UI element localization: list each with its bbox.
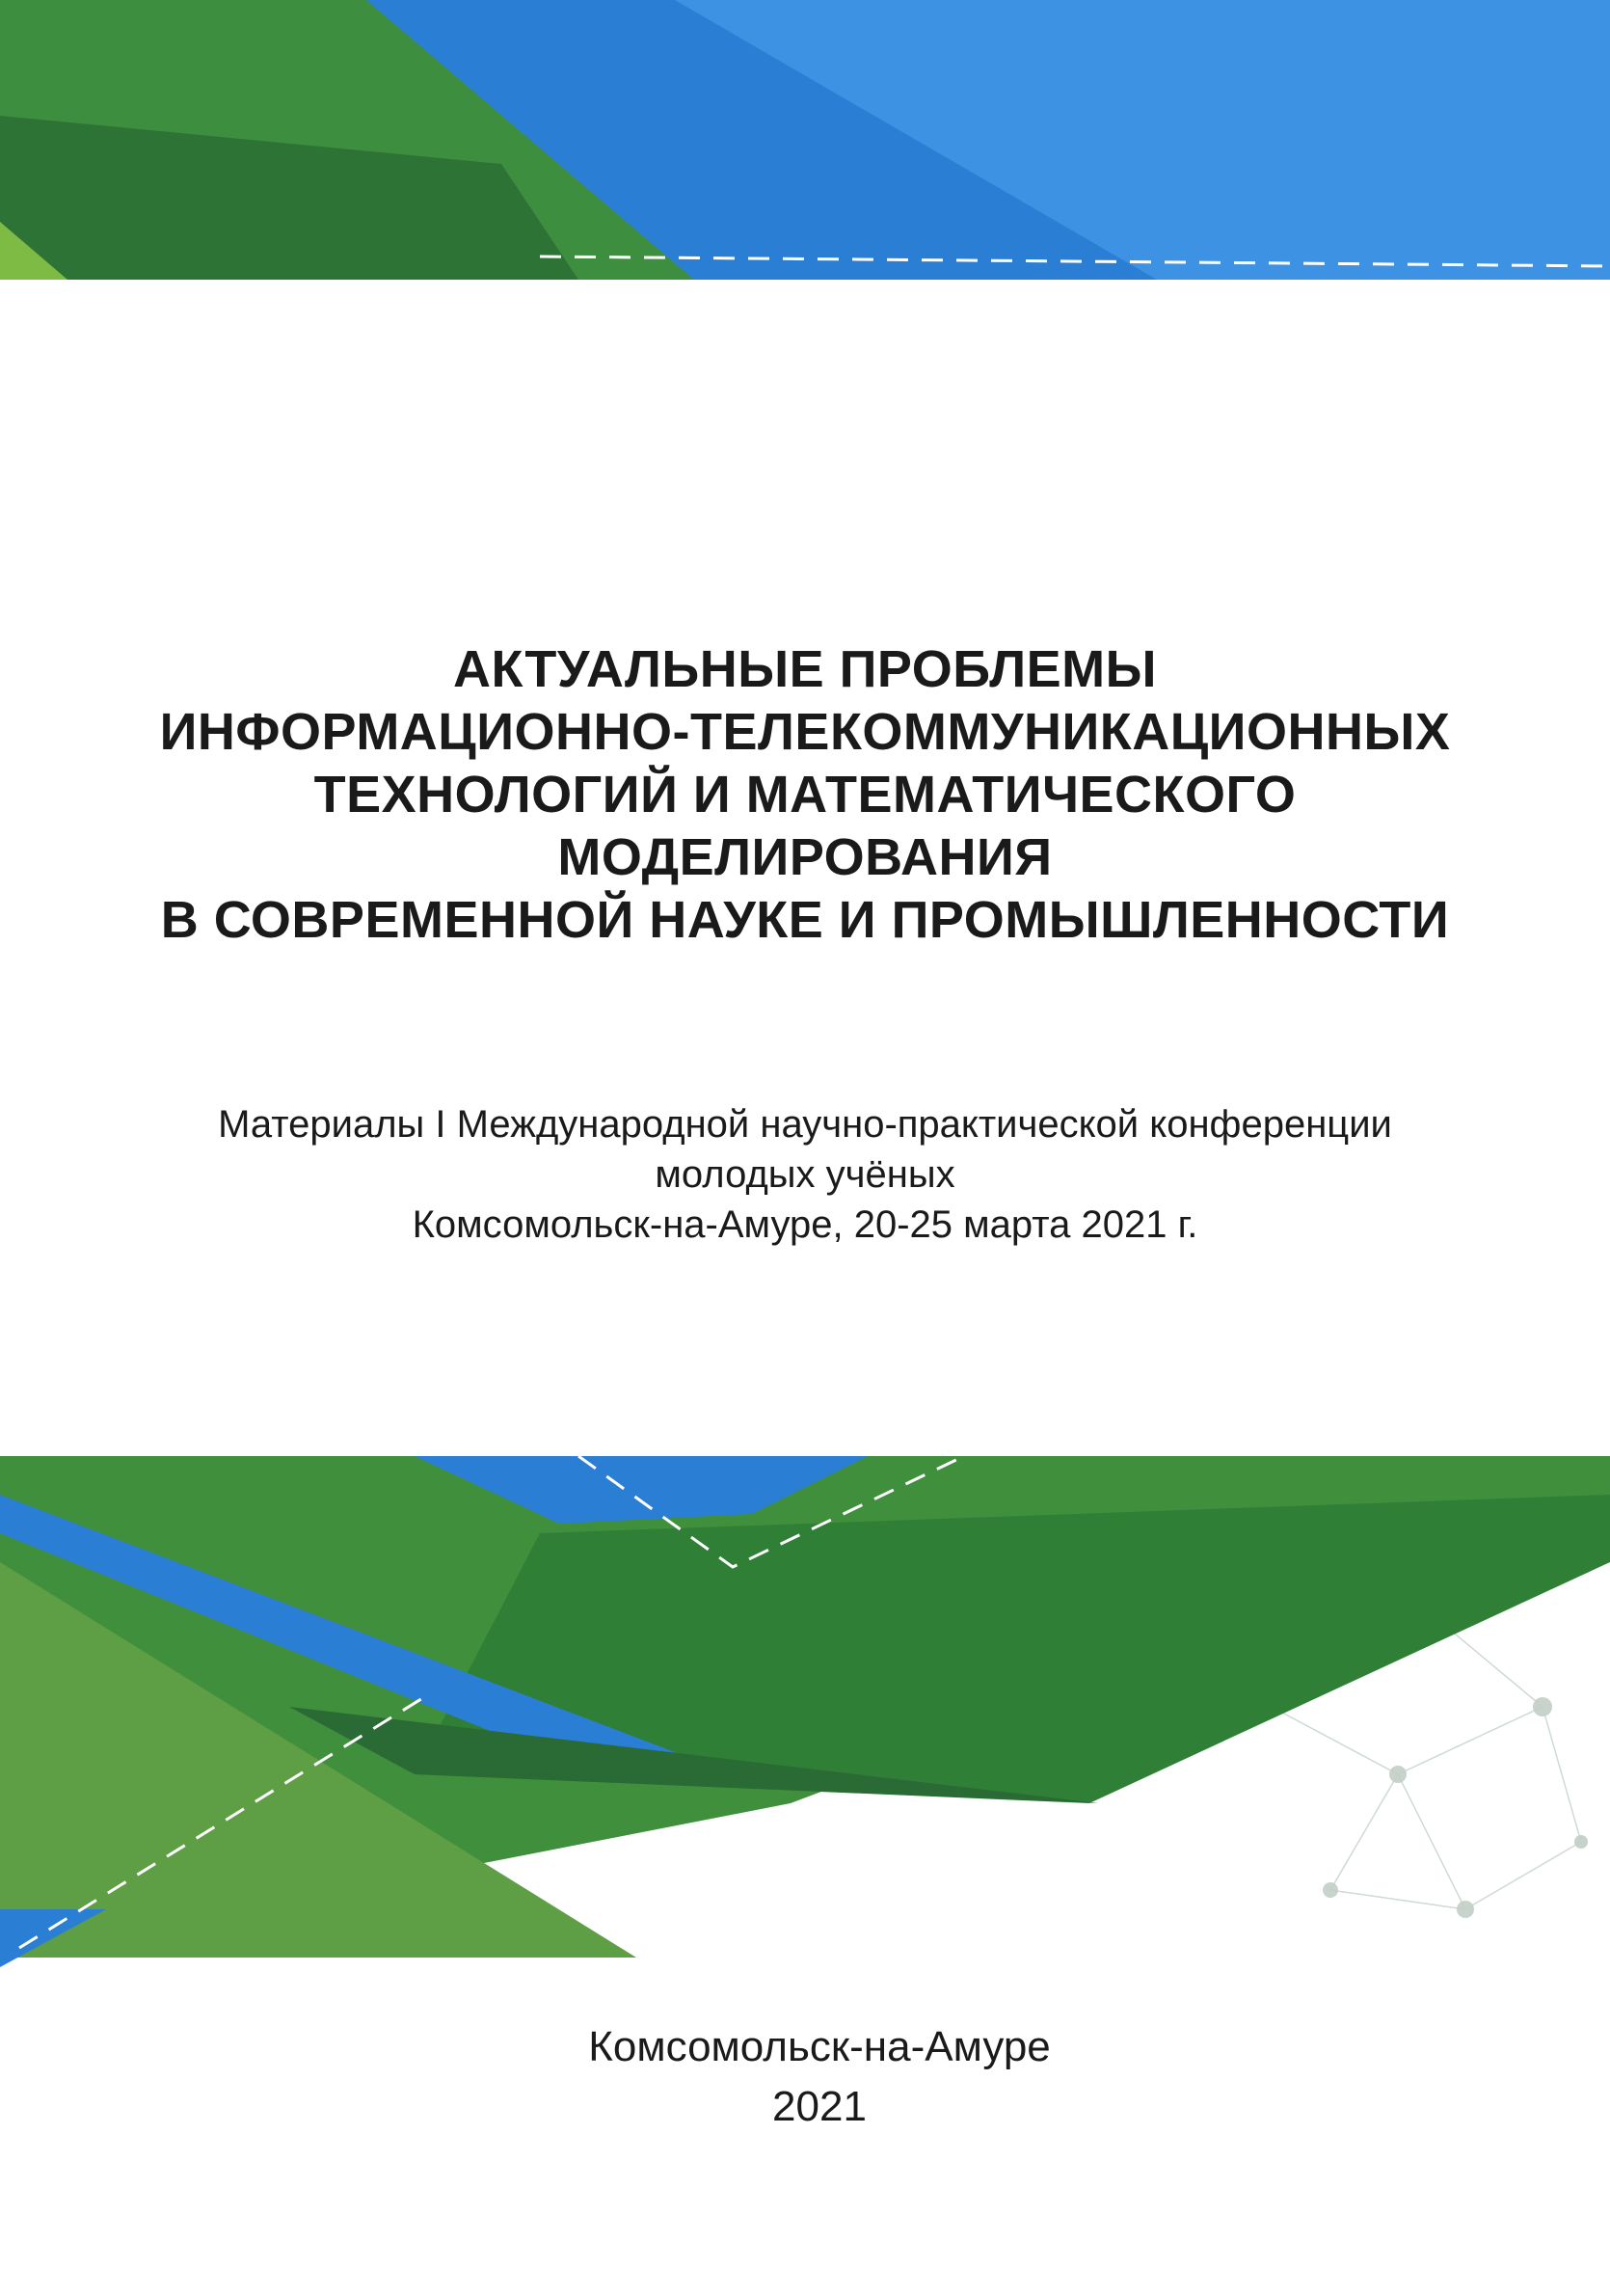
- imprint: [0, 2017, 1610, 2137]
- book-subtitle: [0, 1099, 1610, 1250]
- title-line: ТЕХНОЛОГИЙ И МАТЕМАТИЧЕСКОГО: [313, 766, 1297, 824]
- bottom-decorative-band: [0, 1456, 1610, 1996]
- title-line: МОДЕЛИРОВАНИЯ: [557, 828, 1053, 886]
- subtitle-line: Комсомольск-на-Амуре, 20-25 марта 2021 г.: [412, 1203, 1198, 1246]
- top-decorative-band: [0, 0, 1610, 289]
- book-title: [0, 638, 1610, 952]
- imprint-year: 2021: [772, 2083, 867, 2130]
- title-line: АКТУАЛЬНЫЕ ПРОБЛЕМЫ: [453, 640, 1157, 698]
- top-band-white-edge: [0, 280, 1610, 289]
- imprint-city: Комсомольск-на-Амуре: [588, 2023, 1051, 2070]
- title-line: ИНФОРМАЦИОННО-ТЕЛЕКОММУНИКАЦИОННЫХ: [159, 703, 1451, 761]
- title-line: В СОВРЕМЕННОЙ НАУКЕ И ПРОМЫШЛЕННОСТИ: [160, 891, 1450, 949]
- subtitle-line: молодых учёных: [655, 1153, 955, 1196]
- subtitle-line: Материалы I Международной научно-практической конференции: [218, 1103, 1392, 1146]
